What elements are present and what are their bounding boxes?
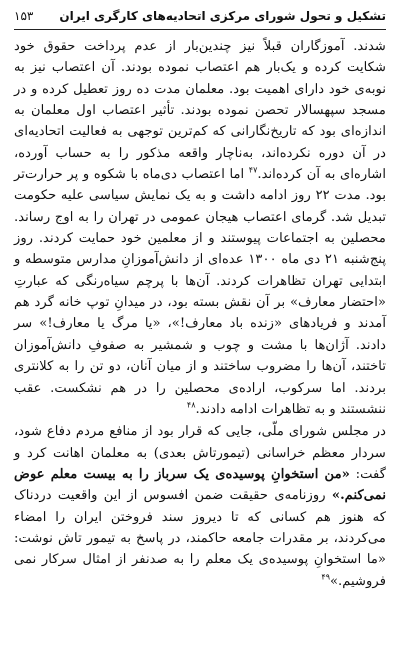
paragraph-text: در مجلس شورای ملّی، جایی که قرار بود از منافع مردم دفاع شود، سردار معظم خراسانی (تیمورتاش بعدی) به معلمان اهانت کرد و گفت: xyxy=(14,424,386,482)
page-number: ۱۵۳ xyxy=(14,9,34,23)
paragraph-text: اما اعتصاب دی‌ماه با شکوه و پر حرارت‌تر بود. مدت ۲۲ روز ادامه داشت و به یک نمایش سیاسی علیه حکومت تبدیل شد. گرمای اعتصاب هیجان عمومی در تهران را به اوج رساند. محصلین به اجتماعات پیوستند و از معلمین خود حمایت کردند. روز پنج‌شنبه ۲۱ دی ماه ۱۳۰۰ عده‌ای از دانش‌آموزانِ مدارس متوسطه و ابتدایی تهران تظاهرات کردند. آن‌ها با پرچم سیاه‌رنگی که عبارتِ «احتضار معارف» بر آن نقش بسته بود، در میدانِ توپ خانه گرد هم آمدند و فریادهای «زنده باد معارف!»، «یا مرگ یا معارف!» سر دادند. آژان‌ها با مشت و چوب و شمشیر به صفوفِ دانش‌آموزان تاختند، آن‌ها را مضروب ساختند و از میان آنان، دو تن را به کلانتری بردند. اما سرکوب، اراده‌ی محصلین را در هم نشکست. عقب ننشستند و به تظاهرات ادامه دادند. xyxy=(14,167,386,417)
paragraph-1 xyxy=(14,36,386,420)
paragraph-text: روزنامه‌ی حقیقت ضمن افسوس از این واقعیت دردناک که هنوز هم کسانی که تا دیروز سند فروختن ایران را امضاء می‌کردند، بر مقدرات جامعه حاکمند، در پاسخ به تیمور تاش نوشت: «ما استخوانِ پوسیده‌ی یک معلم را به صدنفر از امثال سرکار نمی فروشیم.» xyxy=(14,488,386,589)
paragraph-text: شدند. آموزگاران قبلاً نیز چندین‌بار از عدم پرداخت حقوق خود شکایت کرده و یک‌بار هم اعتصاب نموده بودند. آن اعتصاب نیز به نوبه‌ی خود دارای اهمیت بود. معلمان مدت ده روز تعطیل کرده و در مسجد سپهسالار تحصن نموده بودند. تأثیر اعتصاب اول معلمان به اندازه‌ای بود که تاریخ‌نگارانی که کم‌ترین توجهی به فعالیت اتحادیه‌ای در آن دوره نکرده‌اند، به‌ناچار واقعه مذکور را به حساب آورده، اشاره‌ای به آن کرده‌اند. xyxy=(14,39,386,183)
footnote-marker: ۴۸ xyxy=(186,400,196,410)
header-rule xyxy=(14,29,386,30)
footnote-marker: ۴۷ xyxy=(248,165,258,175)
body-text xyxy=(14,36,386,592)
running-title: تشکیل و تحول شورای مرکزی اتحادیه‌های کارگری ایران xyxy=(59,9,386,23)
paragraph-2 xyxy=(14,421,386,592)
footnote-marker: ۴۹ xyxy=(321,572,330,582)
quotation: «من استخوانِ پوسیده‌ی یک سرباز را به بیست معلم عوض نمی‌کنم.» xyxy=(14,466,386,504)
running-header xyxy=(14,8,386,24)
